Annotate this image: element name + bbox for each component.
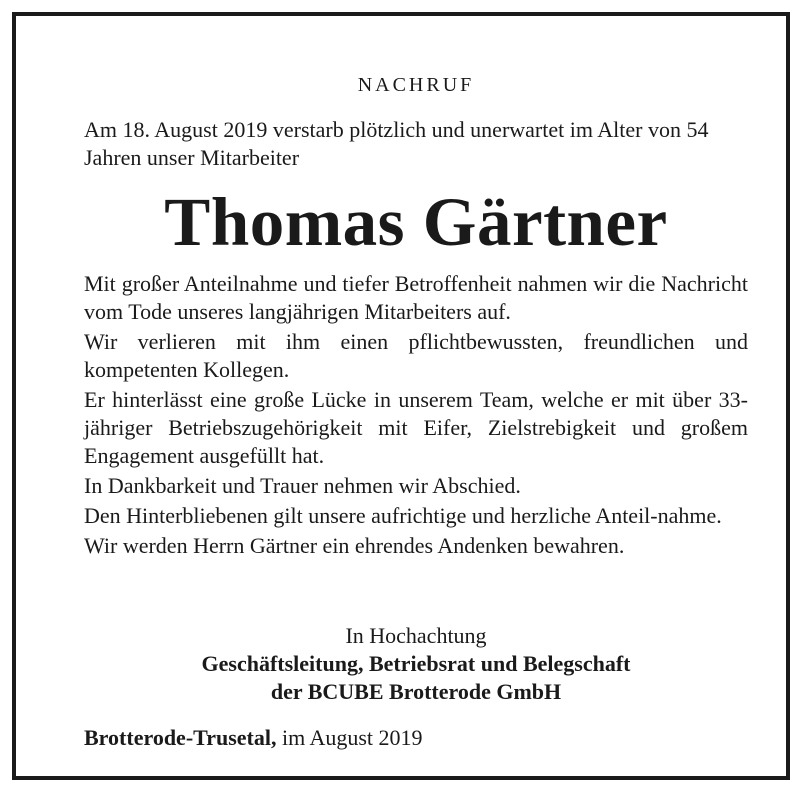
closing-greeting: In Hochachtung (345, 623, 487, 648)
notice-body (84, 270, 748, 562)
paragraph-farewell: In Dankbarkeit und Trauer nehmen wir Abschied. (84, 473, 521, 498)
paragraph-remembrance: Wir werden Herrn Gärtner ein ehrendes Andenken bewahren. (84, 533, 625, 558)
paragraph-legacy: Er hinterlässt eine große Lücke in unserem Team, welche er mit über 33-jähriger Betriebszugehörigkeit mit Eifer, Zielstrebigkeit und großem Engagement ausgefüllt hat. (84, 387, 748, 468)
signers-line-2: der BCUBE Brotterode GmbH (270, 679, 562, 704)
paragraph-loss: Wir verlieren mit ihm einen pflichtbewussten, freundlichen und kompetenten Kollegen. (84, 329, 748, 382)
closing-block (84, 622, 748, 706)
notice-frame (12, 12, 790, 780)
notice-heading: NACHRUF (357, 74, 475, 96)
deceased-name: Thomas Gärtner (164, 184, 668, 260)
paragraph-sympathy: Den Hinterbliebenen gilt unsere aufrichtige und herzliche Anteil-nahme. (84, 503, 722, 528)
paragraph-condolence: Mit großer Anteilnahme und tiefer Betroffenheit nahmen wir die Nachricht vom Tode unseres langjährigen Mitarbeiters auf. (84, 271, 748, 324)
date-text: im August 2019 (281, 725, 423, 750)
place-name: Brotterode-Trusetal, (84, 725, 277, 750)
intro-text: Am 18. August 2019 verstarb plötzlich und unerwartet im Alter von 54 Jahren unser Mitarbeiter (84, 117, 709, 170)
signers-line-1: Geschäftsleitung, Betriebsrat und Belegschaft (201, 651, 631, 676)
place-date-line (84, 724, 748, 752)
